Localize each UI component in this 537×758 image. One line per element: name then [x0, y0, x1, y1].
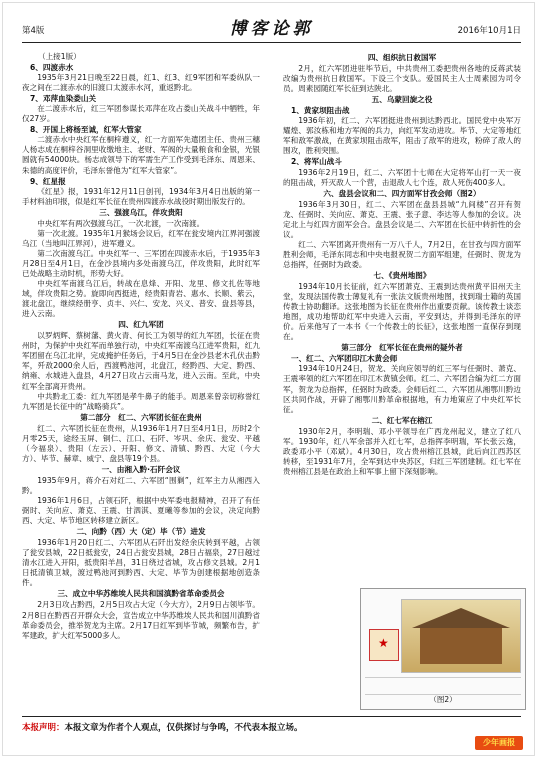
paragraph: 中央红军有两次强渡乌江，一次北渡，一次南渡。 — [37, 218, 205, 228]
section-heading: 七、《贵州地图》 — [373, 270, 431, 280]
continuation-note: （上接1版） — [38, 52, 81, 61]
paragraph: 1935年3月21日晚至22日晨，红1、红3、红9军团和军委纵队一夜之间在二渡赤水的旧渡口太渡赤水河，重返黔北。 — [22, 73, 260, 93]
subheading: 6、四渡赤水 — [30, 63, 74, 73]
paragraph: 1936年初，红二、六军团挺进贵州到达黔西北。国民党中央军万耀煌、郭汝栋和地方军阀的兵力，向红军发动进攻。毕节、大定等地红军和敌军激战，在黄家坝阻击敌军，阻击了敌军的进攻，粉碎了敌人的围攻，胜利突围。 — [283, 116, 521, 156]
section-heading: 四、组织抗日救国军 — [367, 53, 437, 62]
subheading: 一、红二、六军团印江木黄会师 — [291, 354, 398, 364]
header-divider — [22, 42, 521, 43]
paragraph: 1936年2月19日，红二、六军团十七师在大定将军山打一天一夜的阻击战，歼灭敌人一个营，击退敌人七个连，敌人死伤400多人。 — [283, 167, 521, 187]
paragraph: 1936年1月20日红二、六军团从石阡出发经余庆转到平越，占领了瓮安县城，22日抵瓮安，24日占瓮安县城，28日占福泉，27日越过清水江进入开阳，抵贵阳羊昌，31日绕过省城，攻占修文县城。2月1日抵清镇卫城，渡过鸭池河到黔西、大定、毕节为创建根据地创造条件。 — [22, 538, 260, 588]
paragraph: 1936年1月6日，占领石阡，根据中央军委电报精神，召开了有任弼时、关向应、萧克、王震、甘泗淇、夏曦等参加的会议，决定向黔西、大定、毕节地区转移建立新区。 — [22, 496, 260, 526]
paragraph: 红二、六军团长征在贵州，从1936年1月7日至4月1日，历时2个月零25天，途经玉屏、铜仁、江口、石阡、岑巩、余庆、瓮安、平越（今福泉）、贵阳（左云）、开阳、修文、清镇、黔西、大定（今大方）、毕节、赫章、威宁、盘县等19个县。 — [22, 423, 260, 463]
section-heading: 三、成立中华苏维埃人民共和国滇黔省革命委员会 — [57, 589, 225, 599]
building-image — [401, 599, 521, 673]
red-star-icon: ★ — [378, 636, 389, 650]
article-column-right — [283, 52, 521, 477]
paragraph: 1934年10月24日，贺龙、关向应领导的红三军与任弼时、萧克、王震率领的红六军团在印江木黄镇会师。红二、六军团合编为红二方面军，贺龙为总指挥，任弼时为政委。会师后红二、六军团从湘鄂川黔边区共同作战，开辟了湘鄂川黔革命根据地，有力地策应了中央红军长征。 — [283, 364, 521, 414]
paragraph: 中共黔北工委：红九军团是孝牛鼻子的能手。周恩来曾亲切称誉红九军团是长征中的“战略骑兵”。 — [22, 391, 260, 411]
section-heading: 一、由湘入黔·石阡会议 — [101, 464, 181, 474]
paragraph: 中央红军南渡乌江后，转战在息烽、开阳、龙里、修文扎佐等地域，佯攻贵阳之势。旋即向西挺进，经贵阳青岩、惠水、长顺、紫云，渡北盘江，继续经册亨、贞丰、兴仁、安龙、兴义、普安、盘县等县，进入云南。 — [22, 279, 260, 319]
figure-2 — [360, 588, 526, 710]
postage-stamp — [369, 629, 399, 661]
section-heading: 二、红七军在榕江 — [371, 415, 433, 425]
section-heading: 二、向黔（西）大（定）毕（节）进发 — [76, 527, 206, 537]
section-heading: 四、红九军团 — [118, 320, 164, 330]
subheading: 7、邓萍血染娄山关 — [30, 94, 97, 104]
building-roof — [412, 608, 510, 628]
paragraph: 1930年2月，李明瑞、邓小平领导在广西龙州起义，建立了红八军。1930年，红八军余部并入红七军，总指挥李明瑞，军长张云逸，政委邓小平（邓斌）。4月30日，攻占贵州榕江县城，此后向江西苏区转移，至1931年7月，全军到达中央苏区，归红三军团建制。红七军在贵州榕江县是在政治上和军事上留下深刻影响。 — [283, 426, 521, 476]
section-heading: 三、强渡乌江，佯攻贵阳 — [99, 207, 183, 217]
figure-caption: （图2） — [429, 695, 457, 704]
section-heading: 第三部分 红军长征在贵州的疑外者 — [341, 343, 463, 353]
brand-logo: 少年画报 — [475, 736, 523, 750]
paragraph: 《红星》报，1931年12月11日创刊，1934年3月4日出版的第一手材料油印报，似是红军长征在贵州四渡赤水战役时期出版发行的。 — [22, 186, 260, 206]
footer-label: 本报声明： — [22, 723, 65, 733]
postcard-lines — [365, 677, 521, 695]
paragraph: 2月，红六军团进驻毕节后，中共贵州工委把贵州各地的反蒋武装改编为贵州抗日救国军。下设三个支队。爱国民主人士周素园为司令员。周素园随红军长征到达陕北。 — [283, 64, 521, 94]
page-footer — [22, 716, 521, 733]
issue-date: 2016年10月1日 — [457, 26, 521, 36]
paragraph: 1935年9月，蒋介石对红二、六军团“围剿”，红军主力从湘西入黔。 — [22, 475, 260, 495]
section-heading: 六、盘县会议和二、四方面军甘孜会师（图2） — [323, 188, 481, 198]
subheading: 9、红星报 — [30, 176, 66, 186]
paragraph: 第一次北渡。1935年1月猴场会议后，红军在瓮安境内江界河强渡乌江（当地叫江界河），进军遵义。 — [22, 228, 260, 248]
paragraph: 在二渡赤水后，红三军团参谋长邓萍在攻占娄山关战斗中牺牲，年仅27岁。 — [22, 104, 260, 124]
section-heading: 五、乌蒙回旋之役 — [371, 95, 433, 105]
building-body — [420, 628, 502, 664]
subheading: 2、将军山战斗 — [291, 157, 342, 167]
page-number: 第4版 — [22, 26, 45, 36]
paragraph: 2月3日攻占黔西，2月5日攻占大定（今大方），2月9日占领毕节。2月8日在黔西召开群众大会，宣告成立中华苏维埃人民共和国川滇黔省革命委员会，推举贺龙为主席。2月17日红军到毕节城，频繁布告，扩军建政，扩大红军5000多人。 — [22, 600, 260, 640]
paragraph: 以罗炳辉、蔡树藩、黄火青、何长工为领导的红九军团，长征在贵州时，为保护中央红军而单独行动，中央红军南渡乌江进军贵阳，红九军团留在乌江北岸，完成掩护任务后，于4月5日在金沙县老木孔伏击黔军，歼敌2000余人后，西渡鸭池河，北盘江，经黔西、大定、黔西、纳雍、水城进入盘县，4月27日攻占云南马龙，进入云南。至此，中央红军全部离开贵州。 — [22, 331, 260, 391]
footer-statement: 本报文章为作者个人观点，仅供探讨与争鸣，不代表本报立场。 — [64, 723, 303, 733]
paragraph: 1936年3月30日，红二、六军团在盘县县城“九间楼”召开有贺龙、任弼时、关向应、萧克、王震、张子意、李达等人参加的会议。决定北上与红四方面军会合。盘县会议是二、六军团在长征中转折性的会议。 — [283, 199, 521, 239]
masthead-title: 博客论郭 — [229, 19, 314, 39]
paragraph: 1934年10月长征前，红六军团萧克、王震到达贵州黄平旧州天主堂，发现法国传教士薄复礼有一张法文版贵州地图，找到瑞士籍的英国传教士协助翻译。这张地图为长征在贵州作出重要贡献。该传教士谈恋地图，成功地帮助红军中央进入云南，平安到达，并得到毛泽东的评价。后来他写了一本书《一个传教士的长征》，这张地图一直保存到现在。 — [283, 282, 521, 342]
subheading: 1、黄家坝阻击战 — [291, 106, 350, 116]
paragraph: 红二、六军团离开贵州有一万八千人，7月2日，在甘孜与四方面军胜利会师，毛泽东同志和中央电报祝贺二方面军组建，任弼时、贺龙为总指挥，任弼时为政委。 — [283, 239, 521, 269]
paragraph: 二渡赤水中央红军在桐梓遵义，红一方面军先遣团主任、贵州三穗人杨志成在桐梓谷洞里收缴地主、老财、军阀的大量粮食和金银，光银圆就有54000块。杨志成领导下的军需生产工作受到毛泽东、周恩来、朱德的高度评价，毛泽东誉他为“红军大管家”。 — [22, 135, 260, 175]
section-heading: 第二部分 红二、六军团长征在贵州 — [80, 412, 202, 422]
subheading: 8、开国上将杨至诚，红军大管家 — [30, 125, 142, 135]
page-header — [22, 14, 521, 44]
article-column-left — [22, 52, 260, 641]
paragraph: 第二次南渡乌江。中央红军一、三军团在四渡赤水后，于1935年3月28日至4月1日，在金沙县境内多处南渡乌江，佯攻贵阳，此时红军已处战略主动时机，形势大好。 — [22, 248, 260, 278]
